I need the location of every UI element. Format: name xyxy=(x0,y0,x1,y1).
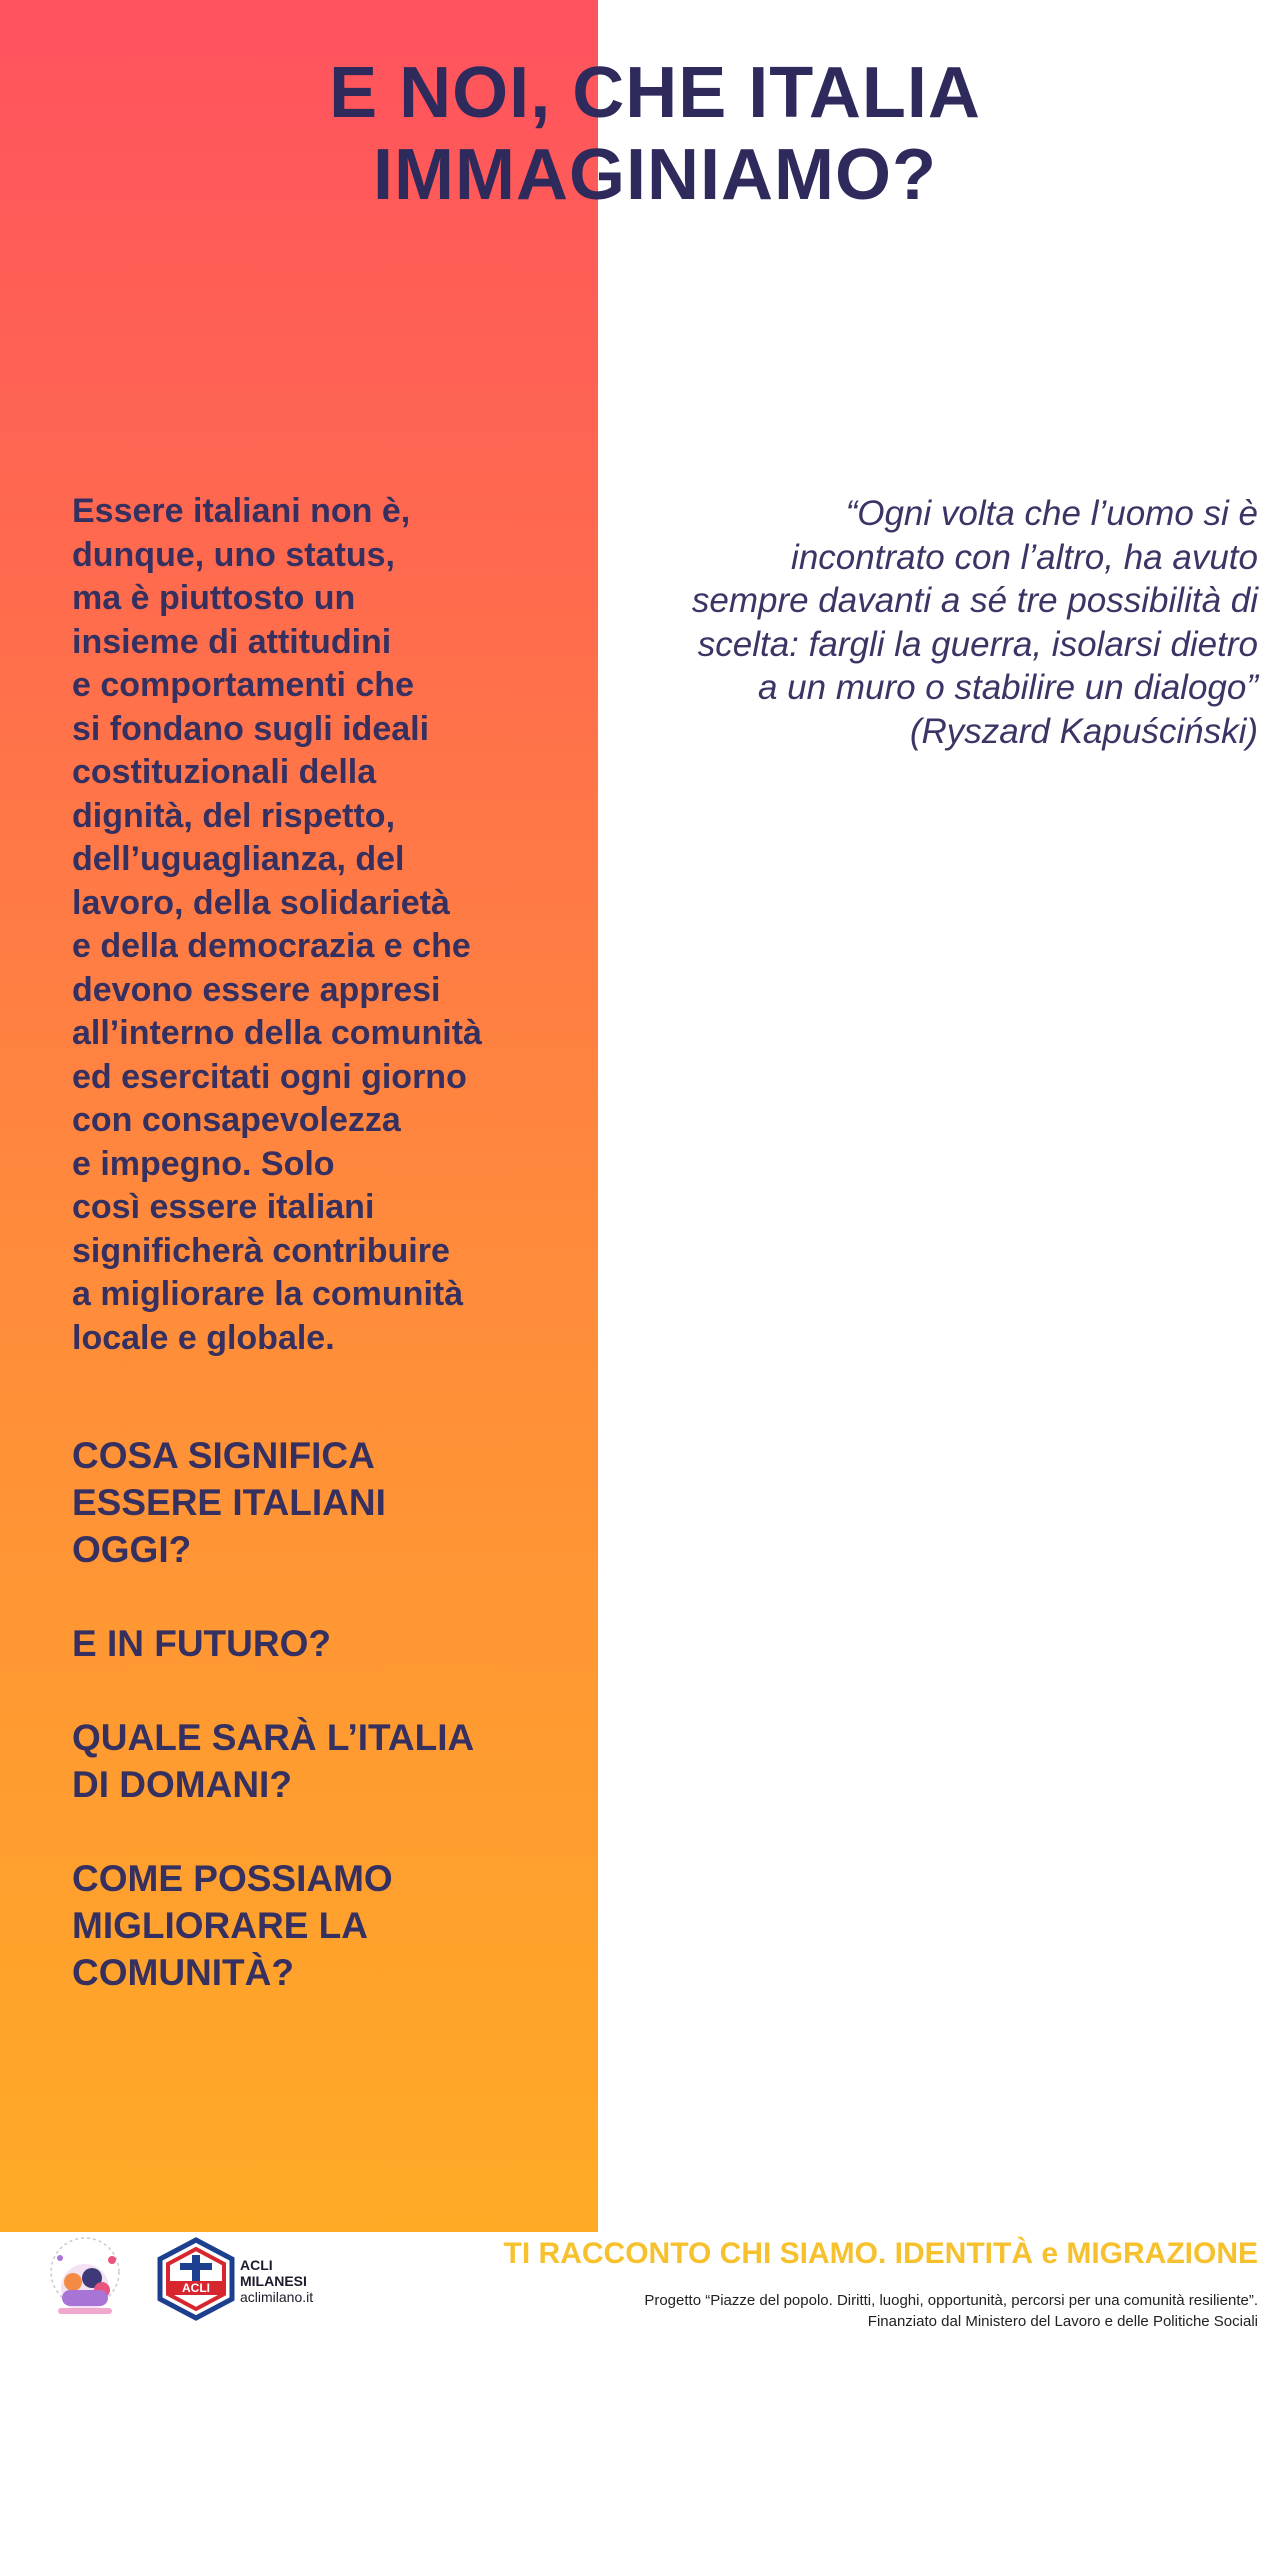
paragraph-line: insieme di attitudini xyxy=(72,622,392,661)
question-item xyxy=(72,1620,572,1667)
quote-line: “Ogni volta che l’uomo si è xyxy=(845,494,1258,533)
project-credits xyxy=(644,2290,1258,2332)
question-line: ESSERE ITALIANI xyxy=(72,1482,386,1523)
paragraph-line: dunque, uno status, xyxy=(72,535,395,574)
quote-line: scelta: fargli la guerra, isolarsi dietro xyxy=(697,624,1258,664)
paragraph-line: costituzionali della xyxy=(72,753,377,791)
credits-line: Progetto “Piazze del popolo. Diritti, luoghi, opportunità, percorsi per una comunità resiliente”. xyxy=(644,2292,1258,2309)
project-title: TI RACCONTO CHI SIAMO. IDENTITÀ e MIGRAZIONE xyxy=(503,2237,1258,2270)
question-line: COSA SIGNIFICA xyxy=(72,1435,375,1476)
quote-line: incontrato con l’altro, ha avuto xyxy=(791,537,1258,577)
acli-badge-text: ACLI xyxy=(182,2281,210,2295)
acli-hexagon-logo-icon xyxy=(156,2237,236,2321)
paragraph-line: devono essere appresi xyxy=(72,970,441,1009)
paragraph-line: si fondano sugli ideali xyxy=(72,709,430,748)
question-line: COMUNITÀ? xyxy=(72,1952,294,1993)
paragraph-line: Essere italiani non è, xyxy=(72,492,411,530)
title-line: E NOI, CHE ITALIA xyxy=(329,53,981,133)
question-line: OGGI? xyxy=(72,1529,192,1570)
question-line: DI DOMANI? xyxy=(72,1764,292,1805)
page-title xyxy=(0,52,1280,216)
paragraph-line: ma è piuttosto un xyxy=(72,579,356,617)
paragraph-line: dell’uguaglianza, del xyxy=(72,840,405,878)
question-line: E IN FUTURO? xyxy=(72,1623,331,1664)
question-item xyxy=(72,1714,572,1808)
quote-line: sempre davanti a sé tre possibilità di xyxy=(691,581,1258,620)
piazze-del-popolo-logo-icon xyxy=(40,2230,130,2324)
paragraph-line: all’interno della comunità xyxy=(72,1014,482,1052)
paragraph-line: lavoro, della solidarietà xyxy=(72,883,450,922)
paragraph-line: a migliorare la comunità xyxy=(72,1275,464,1313)
intro-paragraph xyxy=(72,490,582,1360)
kapuscinski-quote xyxy=(598,492,1258,753)
acli-city: MILANESI xyxy=(240,2273,307,2289)
paragraph-line: ed esercitati ogni giorno xyxy=(72,1057,467,1096)
question-item xyxy=(72,1432,572,1573)
questions-list xyxy=(72,1432,572,2043)
paragraph-line: e impegno. Solo xyxy=(72,1144,335,1183)
question-line: QUALE SARÀ L’ITALIA xyxy=(72,1717,475,1758)
title-line: IMMAGINIAMO? xyxy=(373,135,937,215)
paragraph-line: così essere italiani xyxy=(72,1188,375,1226)
question-line: MIGLIORARE LA xyxy=(72,1905,368,1946)
quote-line: a un muro o stabilire un dialogo” xyxy=(757,668,1258,707)
question-item xyxy=(72,1855,572,1996)
paragraph-line: e della democrazia e che xyxy=(72,927,471,965)
question-line: COME POSSIAMO xyxy=(72,1858,393,1899)
acli-website: aclimilano.it xyxy=(240,2289,314,2305)
paragraph-line: e comportamenti che xyxy=(72,666,414,704)
paragraph-line: dignità, del rispetto, xyxy=(72,796,396,835)
paragraph-line: significherà contribuire xyxy=(72,1231,450,1270)
credits-line: Finanziato dal Ministero del Lavoro e delle Politiche Sociali xyxy=(867,2313,1258,2330)
paragraph-line: locale e globale. xyxy=(72,1318,335,1357)
acli-wordmark xyxy=(240,2257,313,2305)
quote-author: (Ryszard Kapuściński) xyxy=(909,711,1258,751)
acli-name: ACLI xyxy=(240,2257,273,2273)
paragraph-line: con consapevolezza xyxy=(72,1101,401,1139)
